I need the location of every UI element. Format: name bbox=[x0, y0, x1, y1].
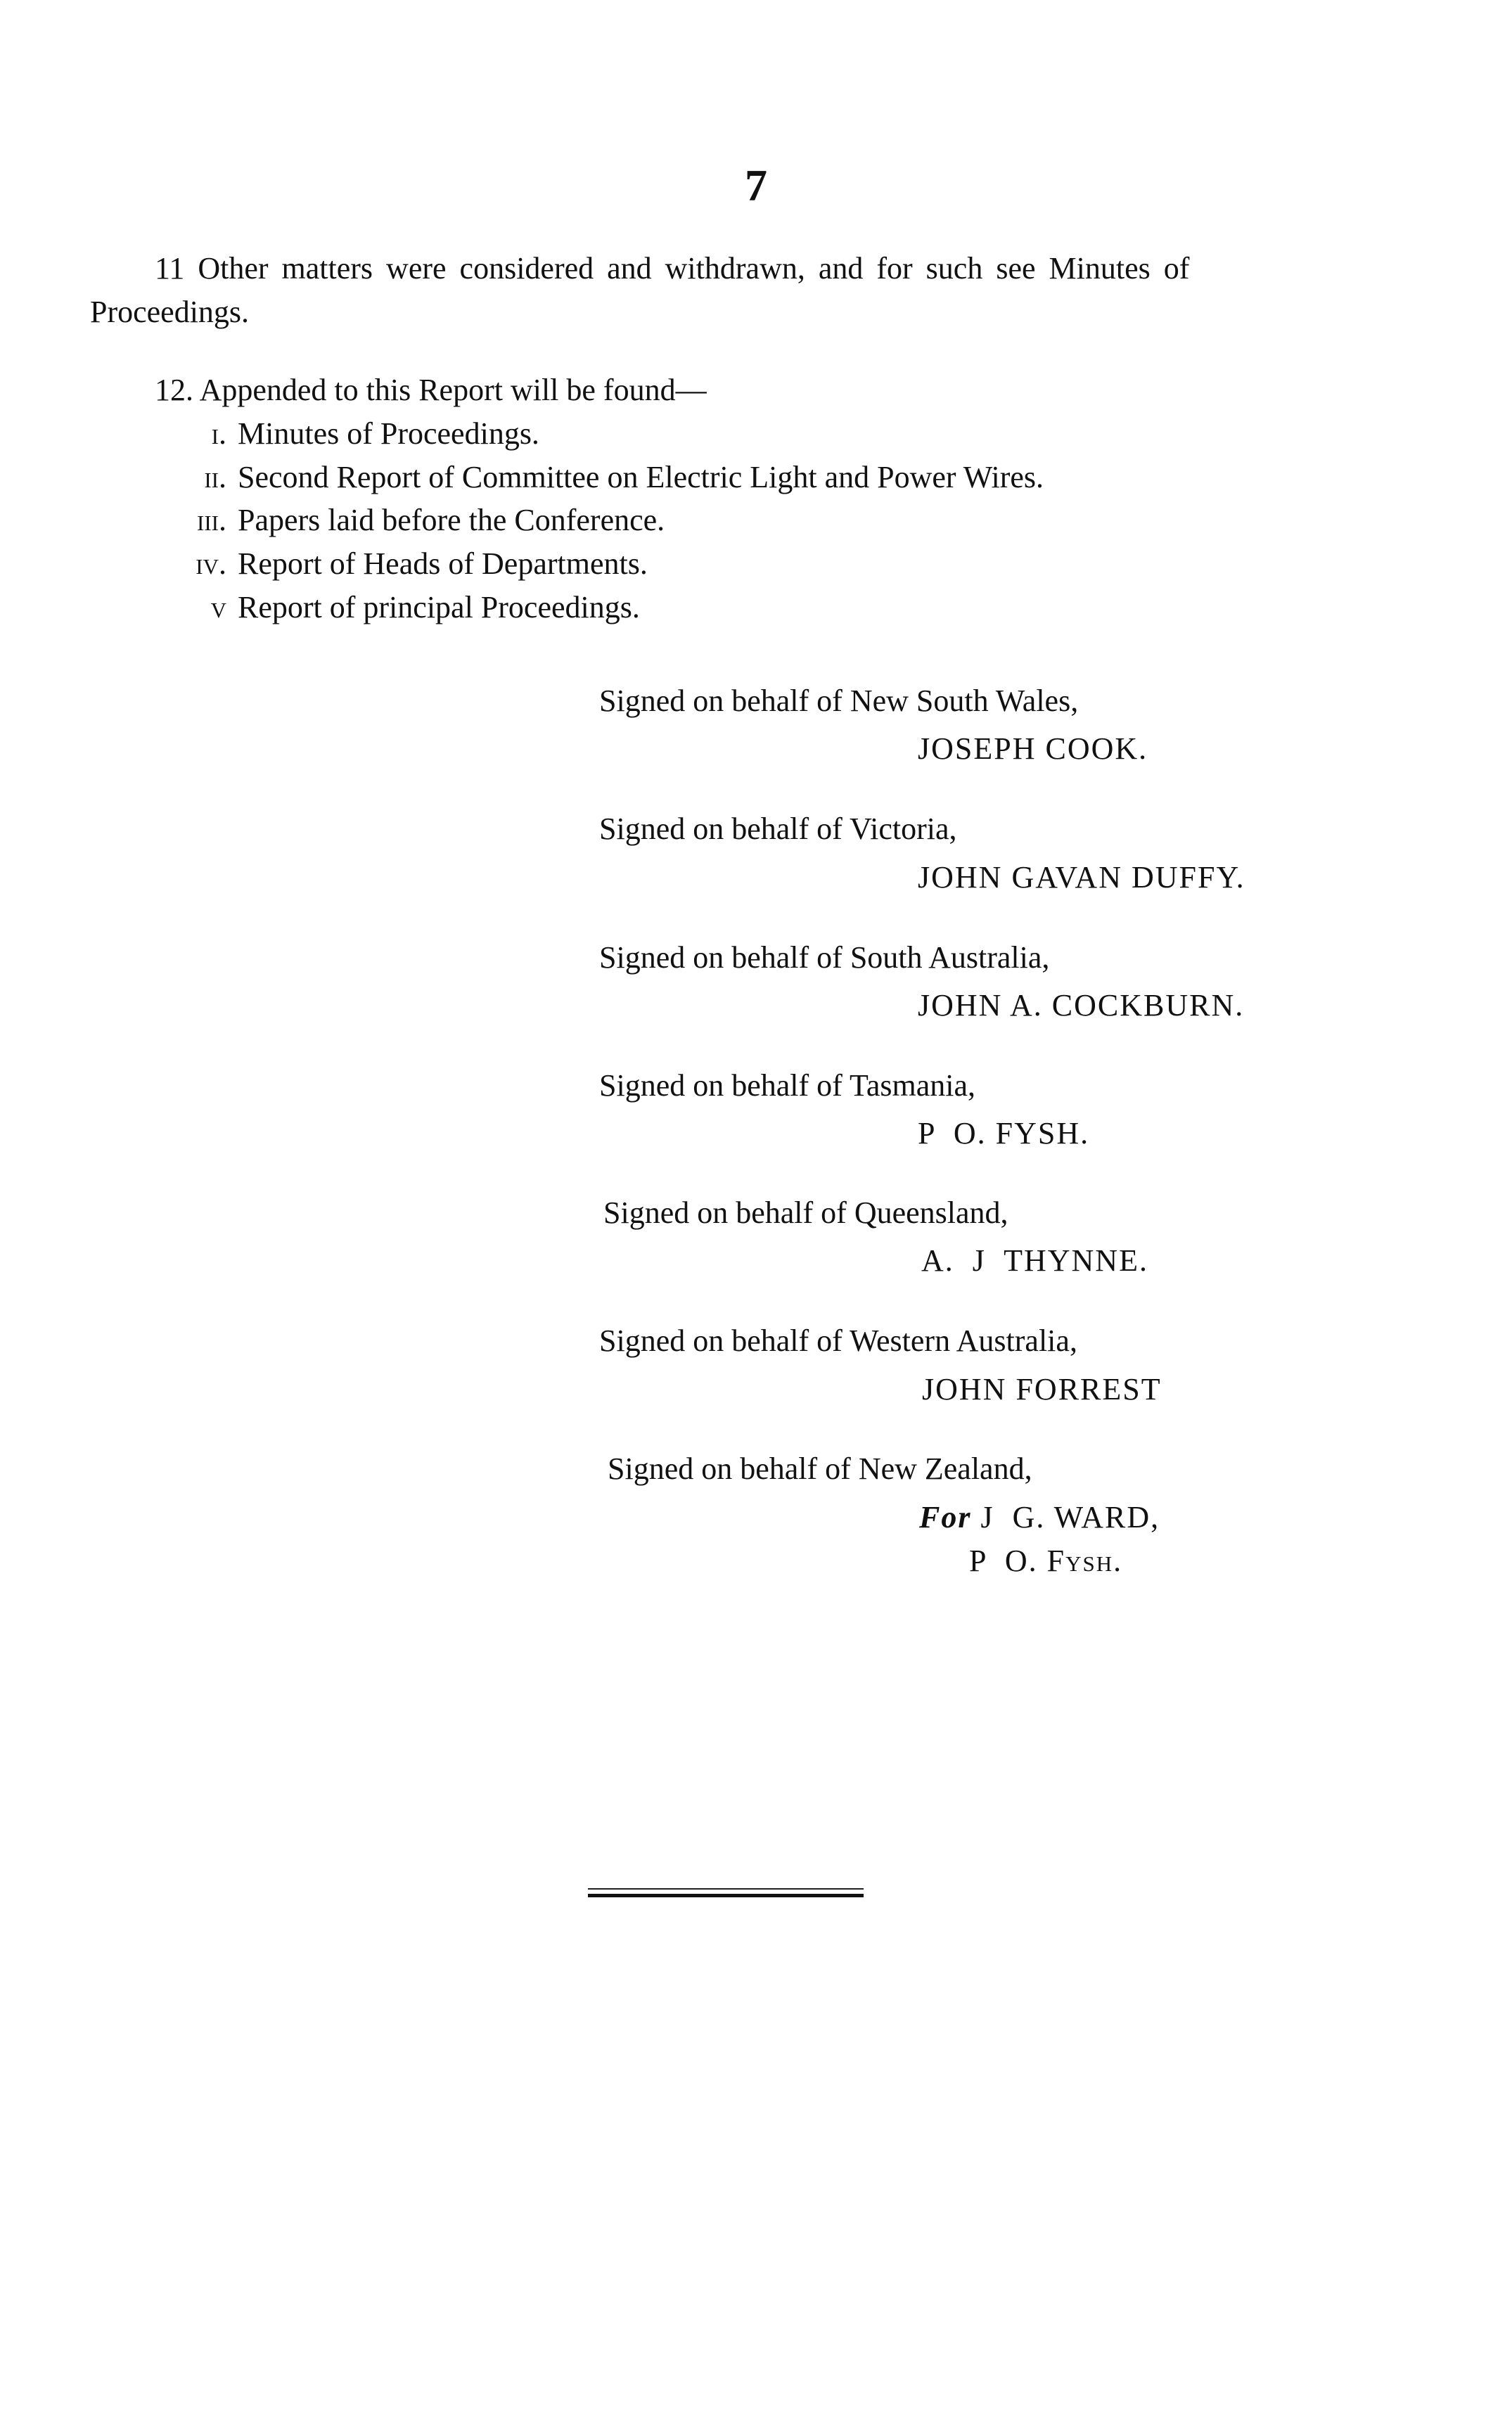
appendix-title: Minutes of Proceedings. bbox=[238, 416, 539, 451]
for-word: For bbox=[919, 1500, 972, 1534]
signature-behalf-victoria: Signed on behalf of Victoria, bbox=[599, 812, 957, 846]
signature-name-western-australia: JOHN FORREST bbox=[922, 1372, 1162, 1406]
appendix-title: Papers laid before the Conference. bbox=[238, 503, 665, 537]
signature-behalf-new-zealand: Signed on behalf of New Zealand, bbox=[608, 1451, 1032, 1486]
rule-thick-line bbox=[588, 1894, 864, 1897]
appendix-list-item bbox=[173, 505, 1298, 540]
appendix-list-item bbox=[173, 462, 1298, 497]
signature-name-victoria: JOHN GAVAN DUFFY. bbox=[918, 860, 1245, 895]
closing-double-rule bbox=[588, 1888, 864, 1897]
signature-name-tasmania: P O. FYSH. bbox=[918, 1116, 1090, 1150]
appendix-numeral: ii. bbox=[204, 460, 226, 494]
signature-name-new-zealand bbox=[919, 1502, 1160, 1533]
signature-behalf-south-australia: Signed on behalf of South Australia, bbox=[599, 940, 1050, 975]
paragraph-11-line-2: Proceedings. bbox=[90, 295, 250, 329]
page-number: 7 bbox=[745, 160, 767, 210]
appendix-numeral: iii. bbox=[197, 503, 226, 537]
signature-name-south-australia: JOHN A. COCKBURN. bbox=[918, 988, 1245, 1022]
signature-name-queensland: A. J THYNNE. bbox=[921, 1243, 1148, 1278]
signature-name-ward: J G. WARD, bbox=[980, 1500, 1160, 1534]
appendix-list-item bbox=[173, 418, 1298, 454]
appendix-title: Second Report of Committee on Electric Light and Power Wires. bbox=[238, 460, 1044, 494]
appendix-numeral: v bbox=[210, 590, 226, 624]
appendix-numeral: i. bbox=[211, 416, 226, 451]
paragraph-11-line-1: 11 Other matters were considered and withdrawn, and for such see Minutes of bbox=[155, 251, 1190, 286]
signature-behalf-queensland: Signed on behalf of Queensland, bbox=[603, 1195, 1008, 1230]
signature-name-new-zealand-proxy: P O. Fysh. bbox=[969, 1544, 1123, 1578]
paragraph-12-intro: 12. Appended to this Report will be found— bbox=[155, 373, 707, 407]
appendix-title: Report of principal Proceedings. bbox=[238, 590, 640, 624]
signature-behalf-western-australia: Signed on behalf of Western Australia, bbox=[599, 1323, 1077, 1358]
signature-behalf-new-south-wales: Signed on behalf of New South Wales, bbox=[599, 684, 1079, 718]
rule-thin-line bbox=[588, 1888, 864, 1890]
appendix-title: Report of Heads of Departments. bbox=[238, 546, 648, 581]
appendix-list-item bbox=[173, 592, 1298, 627]
appendix-numeral: iv. bbox=[196, 546, 226, 581]
signature-behalf-tasmania: Signed on behalf of Tasmania, bbox=[599, 1068, 975, 1103]
signature-name-new-south-wales: JOSEPH COOK. bbox=[918, 731, 1148, 766]
appendix-list-item bbox=[173, 546, 1298, 584]
